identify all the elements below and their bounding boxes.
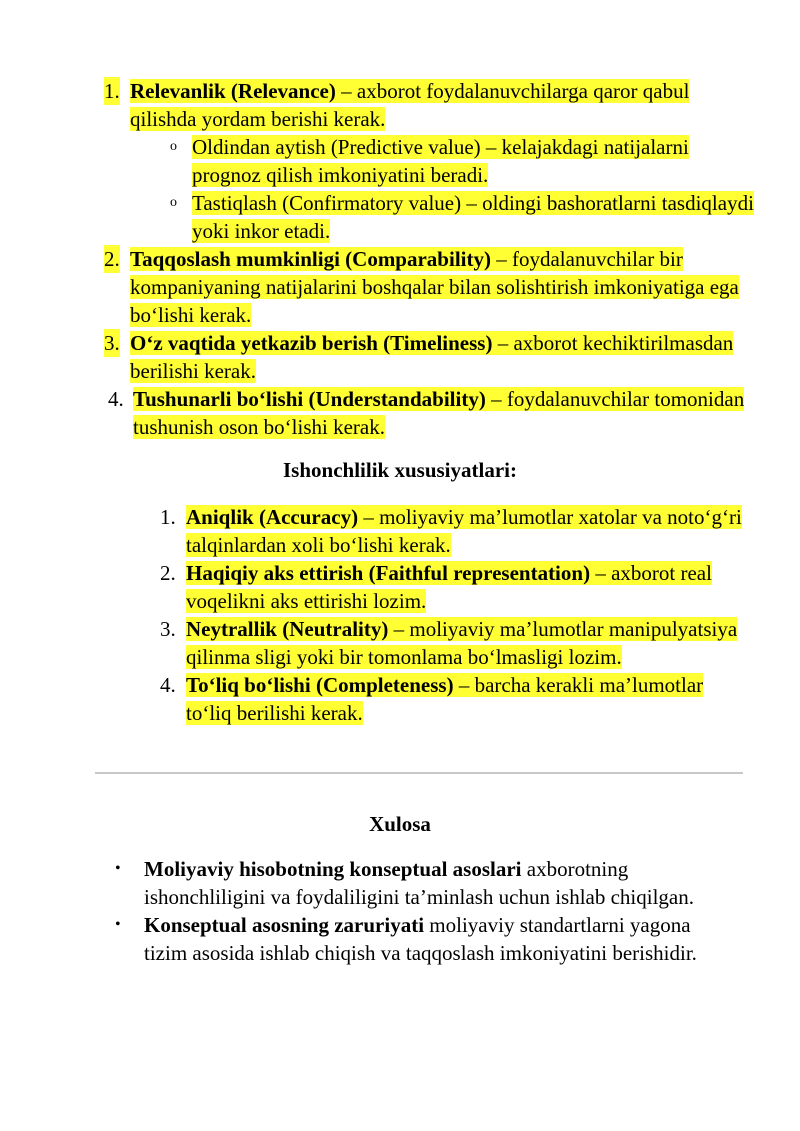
section-heading-conclusion: Xulosa <box>369 812 431 836</box>
list-number: 4. <box>160 673 176 697</box>
list-number: 1. <box>160 505 176 529</box>
item-title: Relevanlik (Relevance) <box>130 79 336 103</box>
item-text: moliyaviy standartlarni yagona tizim asosida ishlab chiqish va taqqoslash imkoniyatini berishidir. <box>144 913 697 965</box>
item-text: – axborot foydalanuvchilarga qaror qabul qilishda yordam berishi kerak. <box>130 79 690 131</box>
item-title: Oʻz vaqtida yetkazib berish (Timeliness) <box>130 331 493 355</box>
list-number: 3. <box>160 617 176 641</box>
sub-bullet: o <box>170 195 177 210</box>
item-title: Neytrallik (Neutrality) <box>186 617 389 641</box>
item-title: Konseptual asosning zaruriyati <box>144 913 425 937</box>
item-title: Moliyaviy hisobotning konseptual asoslari <box>144 857 522 881</box>
list-item-completeness <box>160 671 750 727</box>
bullet-item-conceptual-framework <box>115 855 725 911</box>
item-title: Taqqoslash mumkinligi (Comparability) <box>130 247 491 271</box>
item-text: – foydalanuvchilar bir kompaniyaning natijalarini boshqalar bilan solishtirish imkoniyatiga ega boʻlishi kerak. <box>130 247 739 327</box>
item-title: Tushunarli boʻlishi (Understandability) <box>133 387 486 411</box>
bullet-item-necessity <box>115 911 725 967</box>
list-number: 3. <box>104 331 120 355</box>
list-item-neutrality <box>160 615 750 671</box>
item-title: Haqiqiy aks ettirish (Faithful representation) <box>186 561 591 585</box>
list-item-timeliness <box>104 329 754 385</box>
sub-item-predictive <box>104 133 754 189</box>
list-item-understandability <box>104 385 754 441</box>
item-text: axborotning ishonchliligini va foydaliligini taʼminlash uchun ishlab chiqilgan. <box>144 857 694 909</box>
list-number: 1. <box>104 79 120 103</box>
bullet: • <box>115 916 121 933</box>
reliability-list <box>160 503 750 727</box>
list-item-relevance <box>104 77 754 133</box>
item-text: – axborot real voqelikni aks ettirishi lozim. <box>186 561 712 613</box>
sub-bullet: o <box>170 139 177 154</box>
conclusion-list <box>115 855 725 967</box>
item-text: – barcha kerakli maʼlumotlar toʻliq berilishi kerak. <box>186 673 704 725</box>
list-number: 2. <box>104 247 120 271</box>
bullet: • <box>115 860 121 877</box>
list-item-comparability <box>104 245 754 329</box>
item-text: – foydalanuvchilar tomonidan tushunish oson boʻlishi kerak. <box>133 387 745 439</box>
section-heading-reliability: Ishonchlilik xususiyatlari: <box>283 458 517 482</box>
list-number: 2. <box>160 561 176 585</box>
list-item-faithful-representation <box>160 559 750 615</box>
item-title: Toʻliq boʻlishi (Completeness) <box>186 673 454 697</box>
horizontal-divider <box>95 772 743 774</box>
sub-item-text: Oldindan aytish (Predictive value) – kelajakdagi natijalarni prognoz qilish imkoniyatini beradi. <box>192 135 689 187</box>
item-text: – axborot kechiktirilmasdan berilishi kerak. <box>130 331 734 383</box>
item-title: Aniqlik (Accuracy) <box>186 505 359 529</box>
item-text: – moliyaviy maʼlumotlar manipulyatsiya qilinma sligi yoki bir tomonlama boʻlmasligi lozim. <box>186 617 738 669</box>
sub-item-text: Tastiqlash (Confirmatory value) – oldingi bashoratlarni tasdiqlaydi yoki inkor etadi. <box>192 191 754 243</box>
sub-item-confirmatory <box>104 189 754 245</box>
list-item-accuracy <box>160 503 750 559</box>
item-text: – moliyaviy maʼlumotlar xatolar va notoʻgʻri talqinlardan xoli boʻlishi kerak. <box>186 505 742 557</box>
qualities-list <box>104 77 754 441</box>
list-number: 4. <box>108 387 124 411</box>
